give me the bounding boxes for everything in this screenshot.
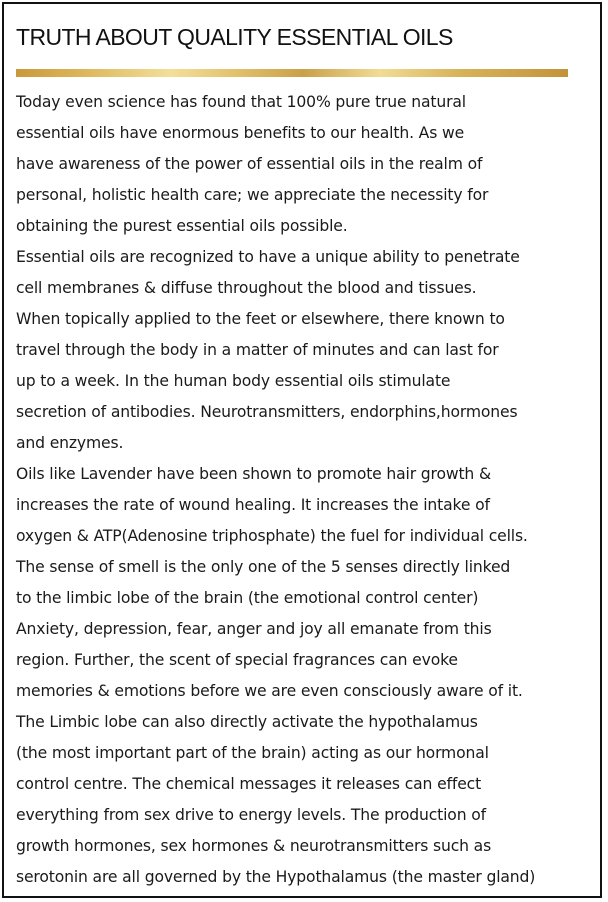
text-line: When topically applied to the feet or elsewhere, there known to [16, 310, 505, 328]
text-line: up to a week. In the human body essential oils stimulate [16, 372, 451, 390]
text-line: Essential oils are recognized to have a unique ability to penetrate [16, 248, 520, 266]
text-line: The sense of smell is the only one of the 5 senses directly linked [16, 558, 511, 576]
body-text [16, 87, 606, 893]
text-line: oxygen & ATP(Adenosine triphosphate) the fuel for individual cells. [16, 527, 528, 545]
text-line: Anxiety, depression, fear, anger and joy all emanate from this [16, 620, 492, 638]
text-line: control centre. The chemical messages it releases can effect [16, 775, 482, 793]
document-frame [2, 2, 602, 898]
text-line: travel through the body in a matter of minutes and can last for [16, 341, 499, 359]
text-line: essential oils have enormous benefits to our health. As we [16, 124, 465, 142]
text-line: increases the rate of wound healing. It increases the intake of [16, 496, 490, 514]
text-line: growth hormones, sex hormones & neurotransmitters such as [16, 837, 492, 855]
text-line: and enzymes. [16, 434, 124, 452]
text-line: region. Further, the scent of special fragrances can evoke [16, 651, 458, 669]
text-line: to the limbic lobe of the brain (the emotional control center) [16, 589, 479, 607]
text-line: The Limbic lobe can also directly activate the hypothalamus [16, 713, 478, 731]
text-line: everything from sex drive to energy levels. The production of [16, 806, 486, 824]
text-line: personal, holistic health care; we appreciate the necessity for [16, 186, 489, 204]
text-line: (the most important part of the brain) acting as our hormonal [16, 744, 489, 762]
text-line: have awareness of the power of essential oils in the realm of [16, 155, 483, 173]
text-line: cell membranes & diffuse throughout the blood and tissues. [16, 279, 477, 297]
text-line: Today even science has found that 100% pure true natural [16, 93, 466, 111]
text-line: serotonin are all governed by the Hypothalamus (the master gland) [16, 868, 536, 886]
text-line: secretion of antibodies. Neurotransmitters, endorphins,hormones [16, 403, 518, 421]
page-title: TRUTH ABOUT QUALITY ESSENTIAL OILS [16, 24, 453, 50]
text-line: obtaining the purest essential oils possible. [16, 217, 348, 235]
gold-divider [16, 69, 568, 77]
text-line: Oils like Lavender have been shown to promote hair growth & [16, 465, 491, 483]
text-line: memories & emotions before we are even consciously aware of it. [16, 682, 523, 700]
